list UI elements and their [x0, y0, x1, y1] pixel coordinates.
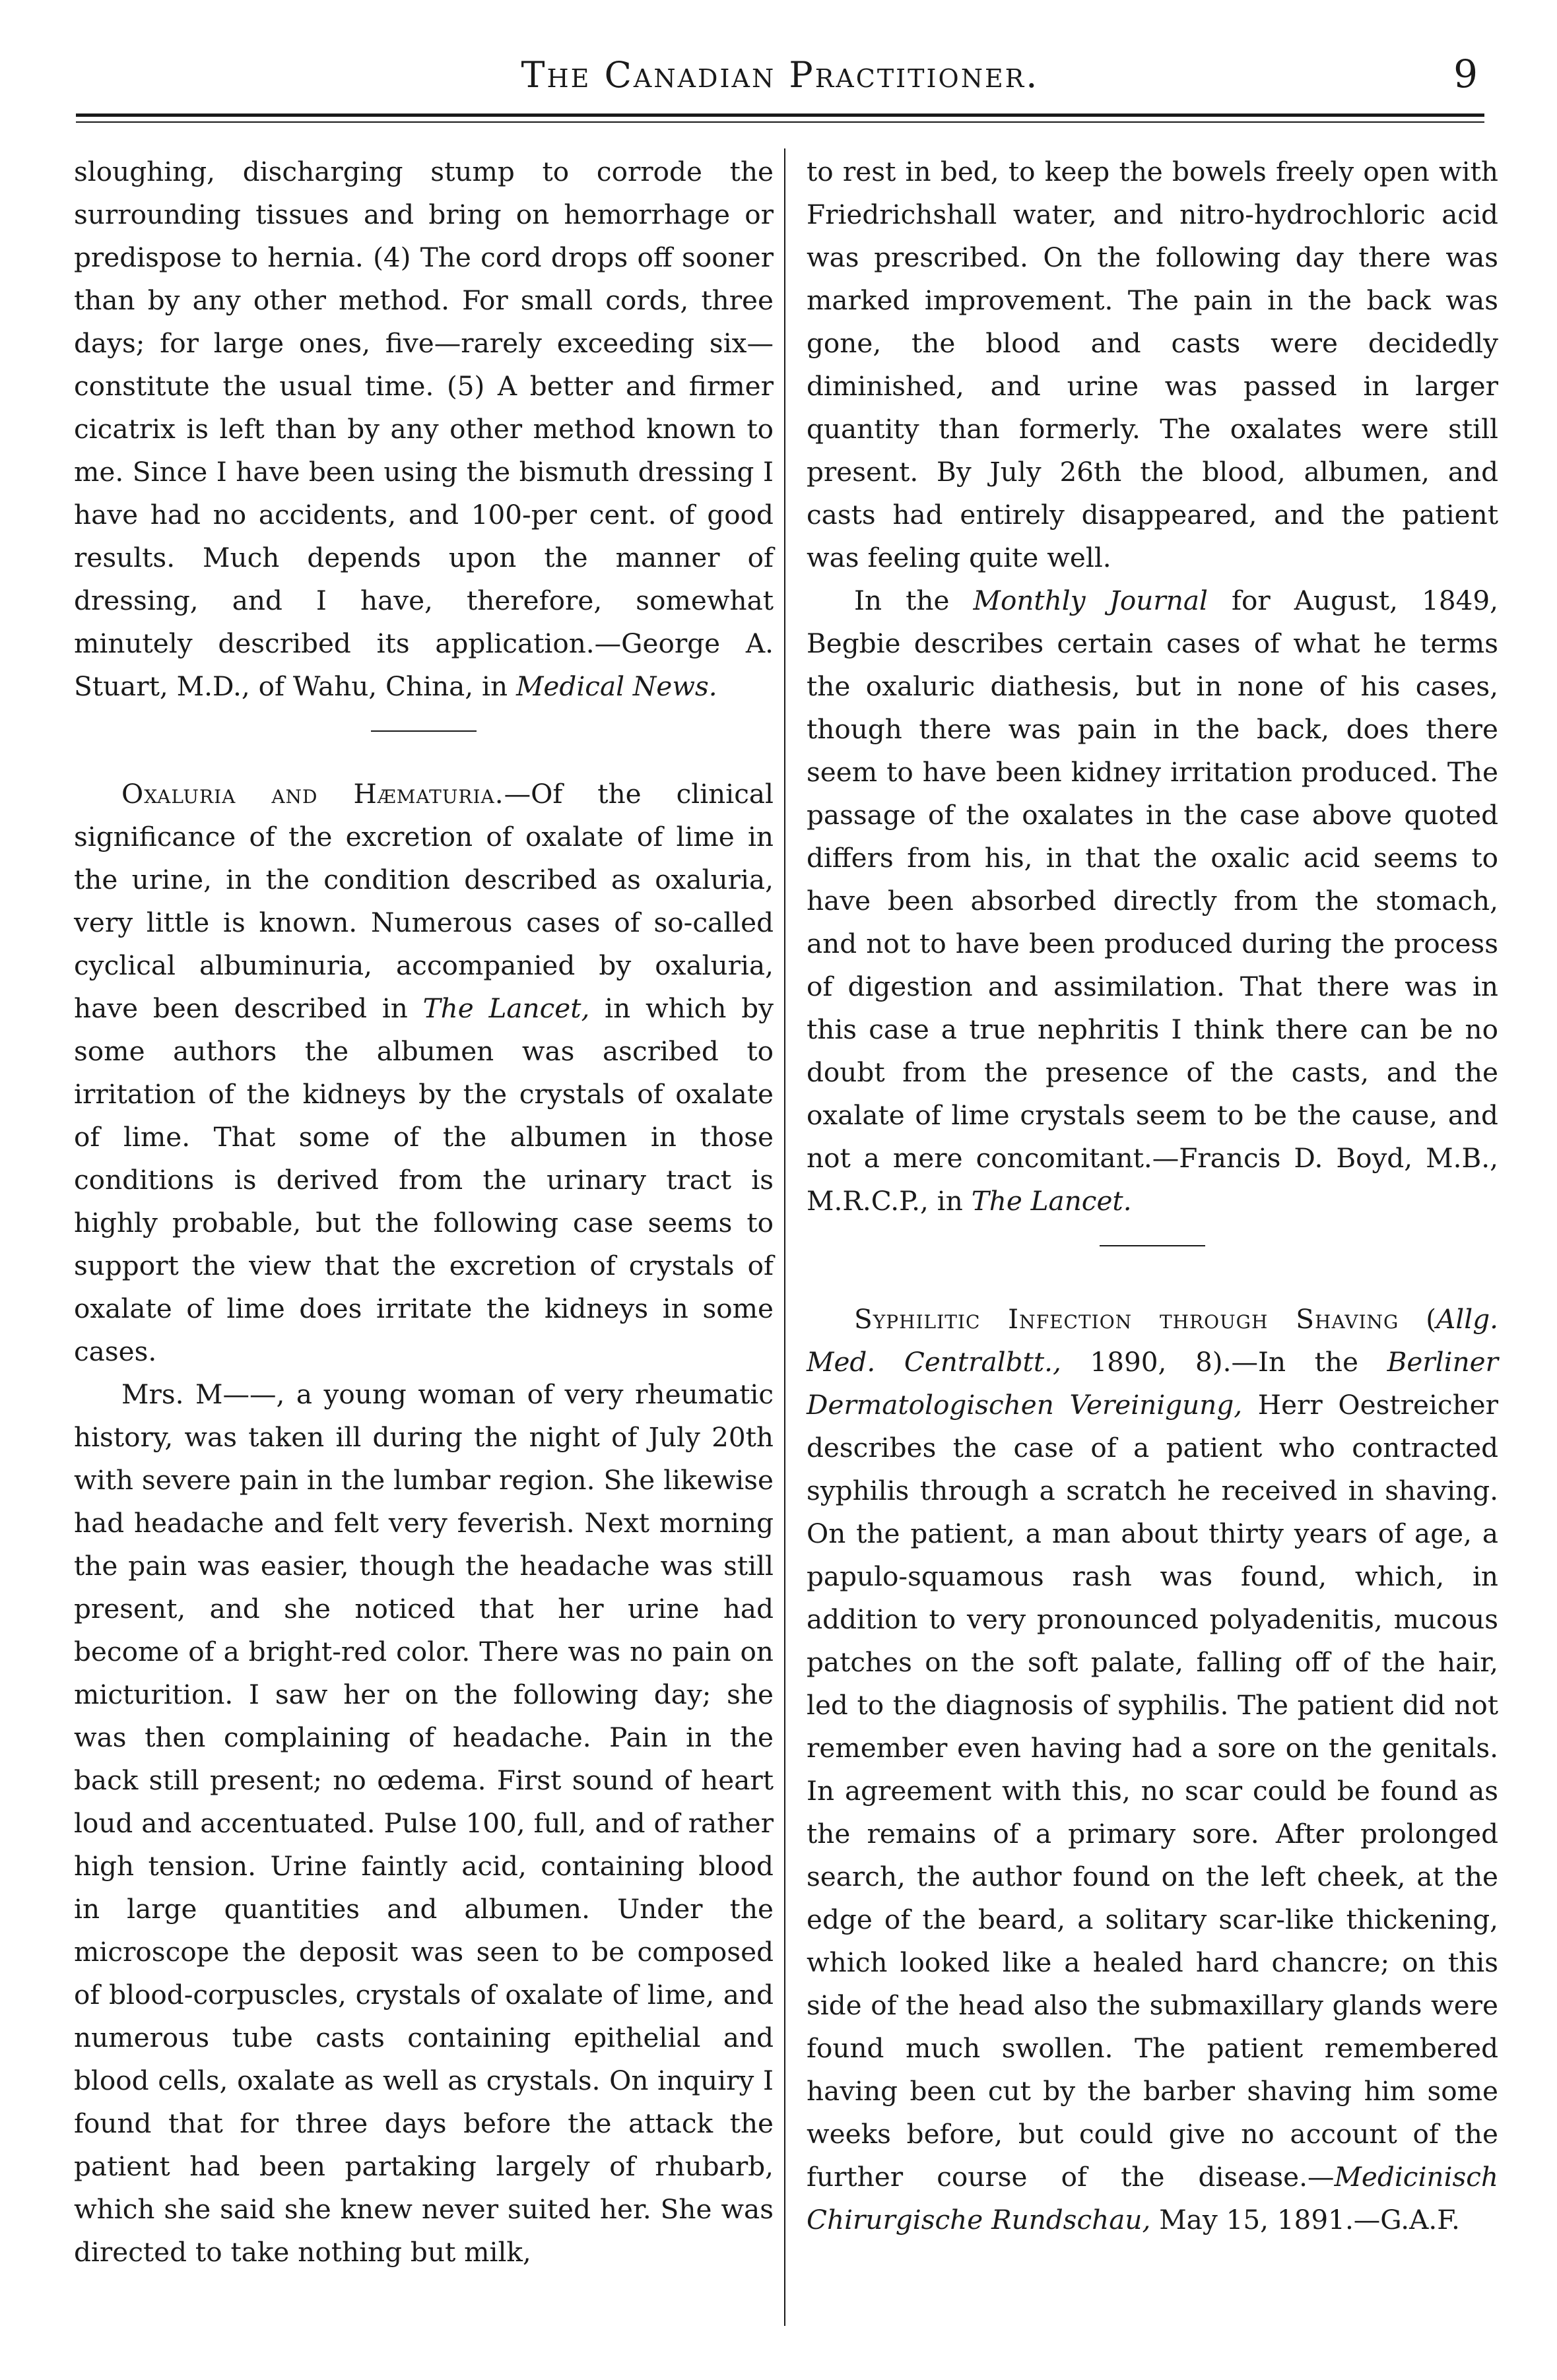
citation-paren: (: [1426, 1303, 1437, 1335]
source-citation: Medicinisch Chirurgische Rundschau,: [807, 2161, 1498, 2235]
source-citation: Medical News.: [515, 670, 717, 702]
paragraph-text: for August, 1849, Begbie describes certain cases of what he terms the oxaluric diathesis, but in none of his cases, though there was pain in the back, does there seem to have been kidney irritation produced. The passage of the oxalates in the case above quoted differs from his, in that the oxalic acid seems to have been absorbed directly from the stomach, and not to have been produced during the process of digestion and assimilation. That there was in this case a true nephritis I think there can be no doubt from the presence of the casts, and the oxalate of lime crystals seem to be the cause, and not a mere concomitant.—Francis D. Boyd, M.B., M.R.C.P., in: [807, 585, 1499, 1217]
header-rule-thin: [76, 121, 1484, 123]
header-rule-thick: [76, 113, 1484, 117]
article-oxaluria: [74, 773, 774, 1373]
journal-name: Allg. Med. Centralbtt.,: [807, 1303, 1498, 1378]
paragraph-case-report: Mrs. M——, a young woman of very rheumatic history, was taken ill during the night of July 20th with severe pain in the lumbar region. She likewise had headache and felt very feverish. Next morning the pain was easier, though the headache was still present, and she noticed that her urine had become of a bright-red color. There was no pain on micturition. I saw her on the following day; she was then complaining of headache. Pain in the back still present; no œdema. First sound of heart loud and accentuated. Pulse 100, full, and of rather high tension. Urine faintly acid, containing blood in large quantities and albumen. Under the microscope the deposit was seen to be composed of blood-corpuscles, crystals of oxalate of lime, and numerous tube casts containing epithelial and blood cells, oxalate as well as crystals. On inquiry I found that for three days before the attack the patient had been partaking largely of rhubarb, which she said she knew never suited her. She was directed to take nothing but milk,: [74, 1378, 774, 2268]
journal-name: Monthly Journal: [973, 585, 1208, 616]
paragraph-text: May 15, 1891.—G.A.F.: [1150, 2204, 1460, 2235]
article-heading: Syphilitic Infection through Shaving: [854, 1303, 1399, 1335]
source-citation: The Lancet.: [971, 1185, 1132, 1217]
paragraph-begbie: [807, 579, 1498, 1223]
paragraph-text: Herr Oestreicher describes the case of a patient who contracted syphilis through a scratch he received in shaving. On the patient, a man about thirty years of age, a papulo-squamous rash was found, which, in addition to very pronounced polyadenitis, mucous patches on the soft palate, falling off of the hair, led to the diagnosis of syphilis. The patient did not remember even having had a sore on the genitals. In agreement with this, no scar could be found as the remains of a primary sore. After prolonged search, the author found on the left cheek, at the edge of the beard, a solitary scar-like thickening, which looked like a healed hard chancre; on this side of the head also the submaxillary glands were found much swollen. The patient remembered having been cut by the barber shaving him some weeks before, but could give no account of the further course of the disease.—: [807, 1389, 1499, 2193]
column-divider: [784, 148, 785, 2326]
running-header: [76, 46, 1484, 109]
journal-name: The Lancet,: [422, 992, 590, 1024]
page-number: 9: [1453, 51, 1478, 96]
society-name: Berliner Dermatologischen Vereinigung,: [807, 1346, 1498, 1421]
section-separator: [371, 730, 477, 732]
journal-title: The Canadian Practitioner.: [521, 54, 1040, 96]
paragraph-text: In the: [854, 585, 974, 616]
paragraph-text: —Of the clinical significance of the excretion of oxalate of lime in the urine, in the condition described as oxaluria, very little is known. Numerous cases of so-called cyclical albuminuria, accompanied by oxaluria, have been described in: [74, 778, 774, 1024]
left-column: [74, 150, 774, 2274]
section-separator: [1100, 1245, 1205, 1246]
right-column: [807, 150, 1498, 2241]
article-heading: Oxaluria and Hæmaturia.: [121, 778, 504, 810]
article-syphilitic-infection: [807, 1298, 1498, 2241]
paragraph-treatment: to rest in bed, to keep the bowels freely open with Friedrichshall water, and nitro-hydrochloric acid was prescribed. On the following day there was marked improvement. The pain in the back was gone, the blood and casts were decidedly diminished, and urine was passed in larger quantity than formerly. The oxalates were still present. By July 26th the blood, albumen, and casts had entirely disappeared, and the patient was feeling quite well.: [807, 156, 1498, 573]
paragraph-text: in which by some authors the albumen was ascribed to irritation of the kidneys by the crystals of oxalate of lime. That some of the albumen in those conditions is derived from the urinary tract is highly probable, but the following case seems to support the view that the excretion of crystals of oxalate of lime does irritate the kidneys in some cases.: [74, 992, 774, 1367]
paragraph-text: 1890, 8).—In the: [1061, 1346, 1387, 1378]
paragraph-text: sloughing, discharging stump to corrode the surrounding tissues and bring on hemorrhage or predispose to hernia. (4) The cord drops off sooner than by any other method. For small cords, three days; for large ones, five—rarely exceeding six—constitute the usual time. (5) A better and firmer cicatrix is left than by any other method known to me. Since I have been using the bismuth dressing I have had no accidents, and 100-per cent. of good results. Much depends upon the manner of dressing, and I have, therefore, somewhat minutely described its application.—George A. Stuart, M.D., of Wahu, China, in: [74, 156, 774, 702]
paragraph-bismuth-dressing: [74, 150, 774, 708]
